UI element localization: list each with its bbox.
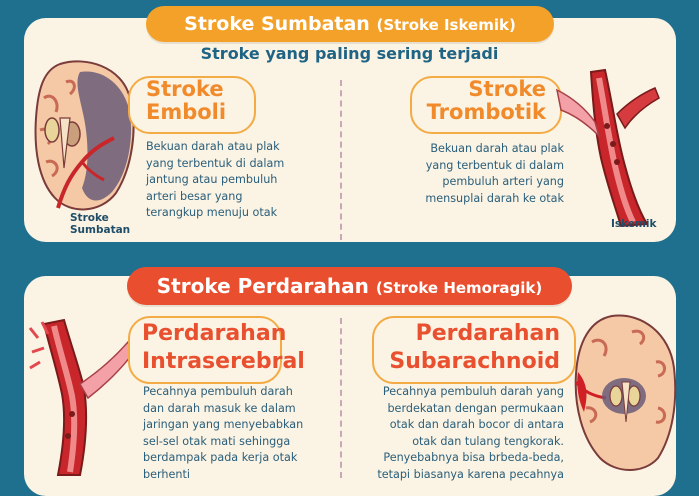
section1-title-pill — [146, 6, 554, 42]
stroke-emboli-heading-line2: Emboli — [146, 99, 227, 124]
subarachnoid-heading-line2: Subarachnoid — [389, 349, 560, 374]
caption-line1: Stroke — [70, 212, 109, 224]
desc-line: Pecahnya pembuluh darah yang — [382, 385, 564, 398]
desc-line: berdekatan dengan permukaan — [387, 401, 564, 415]
caption-iskemik: Iskemik — [611, 218, 657, 230]
desc-line: Penyebabnya bisa brbeda-beda, — [383, 451, 564, 464]
desc-line: tetapi biasanya karena pecahnya — [377, 467, 564, 481]
subarachnoid-heading — [382, 320, 560, 376]
desc-line: jantung atau pembuluh — [146, 173, 278, 186]
intraserebral-description — [143, 384, 333, 483]
stroke-trombotik-heading — [420, 78, 546, 123]
desc-line: Bekuan darah atau plak — [146, 140, 280, 153]
subarachnoid-heading-line1: Perdarahan — [415, 321, 560, 346]
stroke-trombotik-heading-line1: Stroke — [468, 77, 546, 101]
desc-line: otak dan tulang tengkorak. — [412, 434, 564, 448]
desc-line: yang terbentuk di dalam — [425, 158, 564, 172]
desc-line: pembuluh arteri yang — [442, 175, 564, 188]
desc-line: berhenti — [143, 467, 190, 481]
desc-line: berdampak pada kerja otak — [143, 451, 298, 464]
section2-title-main: Stroke Perdarahan — [156, 274, 369, 298]
artery-burst-illustration — [28, 318, 138, 475]
desc-line: Bekuan darah atau plak — [430, 142, 564, 155]
desc-line: sel-sel otak mati sehingga — [143, 434, 291, 448]
desc-line: mensuplai darah ke otak — [425, 191, 564, 205]
desc-line: jaringan yang menyebabkan — [143, 418, 304, 431]
brain-hemorrhage-illustration — [572, 312, 676, 475]
desc-line: yang terbentuk di dalam — [146, 156, 285, 170]
section1-title-main: Stroke Sumbatan — [184, 13, 370, 35]
section1-divider — [340, 80, 342, 240]
stroke-trombotik-description — [400, 141, 564, 207]
caption-line2: Sumbatan — [70, 224, 131, 236]
desc-line: dan darah masuk ke dalam — [143, 401, 296, 415]
desc-line: Pecahnya pembuluh darah — [143, 385, 293, 398]
intraserebral-heading — [142, 320, 305, 376]
brain-embolic-illustration — [30, 58, 135, 218]
stroke-emboli-heading-line1: Stroke — [146, 77, 224, 101]
stroke-trombotik-heading-line2: Trombotik — [426, 99, 546, 124]
intraserebral-heading-line1: Perdarahan — [142, 321, 287, 346]
subarachnoid-description — [356, 384, 564, 483]
section1-subtitle: Stroke yang paling sering terjadi — [200, 44, 499, 63]
caption-stroke-sumbatan — [70, 212, 130, 236]
stroke-emboli-heading — [146, 78, 226, 123]
desc-line: otak dan darah bocor di antara — [389, 418, 564, 431]
stroke-emboli-description — [146, 139, 326, 222]
section1-title-sub: (Stroke Iskemik) — [376, 16, 516, 34]
section2-title-pill — [127, 267, 572, 305]
desc-line: terangkup menuju otak — [146, 206, 278, 219]
artery-thrombotic-illustration — [555, 66, 665, 226]
intraserebral-heading-line2: Intraserebral — [142, 349, 305, 374]
section2-divider — [340, 318, 342, 478]
section2-title-sub: (Stroke Hemoragik) — [375, 279, 543, 297]
desc-line: arteri besar yang — [146, 189, 243, 203]
